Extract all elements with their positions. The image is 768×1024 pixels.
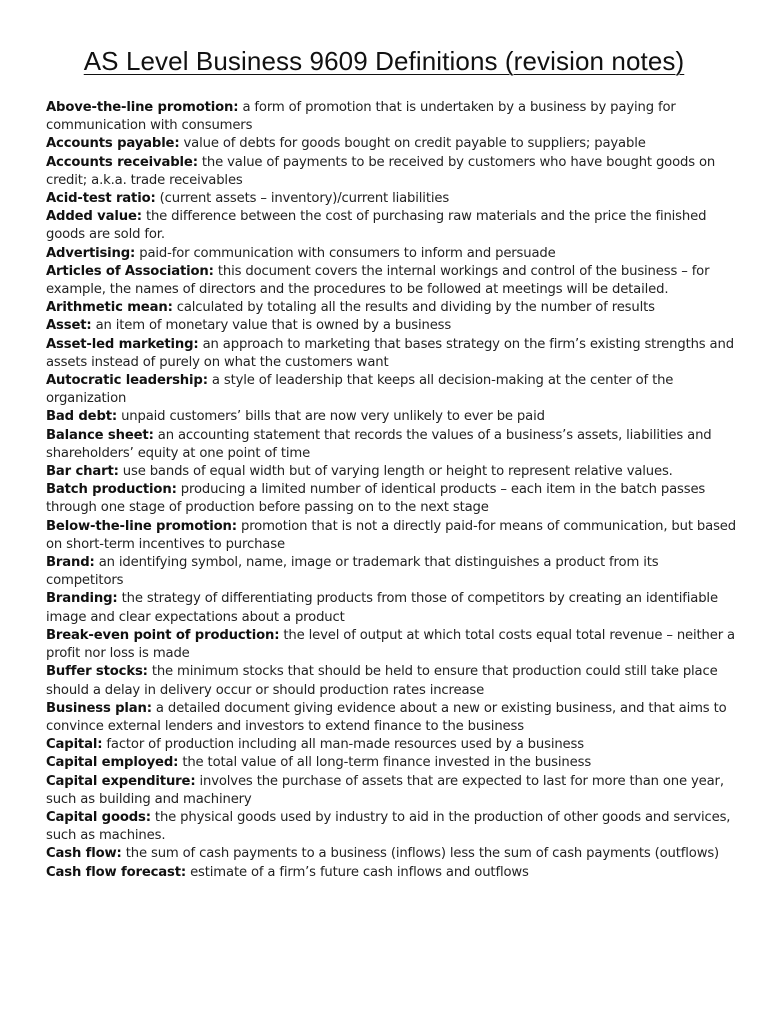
definition-text: a detailed document giving evidence about a new or existing business, and that aims to convince external lenders and investors to extend finance to the business bbox=[46, 700, 727, 734]
definition-term: Above-the-line promotion: bbox=[46, 100, 239, 115]
definition-term: Cash flow forecast: bbox=[46, 864, 187, 880]
definition-text: paid-for communication with consumers to inform and persuade bbox=[139, 245, 556, 261]
definition-text: this document covers the internal workings and control of the business – for example, the names of directors and the procedures to be followed at meetings will be detailed. bbox=[46, 263, 710, 298]
definition-entry bbox=[46, 299, 738, 317]
definition-text: the total value of all long-term finance invested in the business bbox=[182, 755, 592, 771]
definition-term: Bar chart: bbox=[46, 464, 119, 480]
definition-term: Batch production: bbox=[46, 482, 177, 498]
definition-term: Advertising: bbox=[46, 245, 136, 261]
definition-entry bbox=[46, 481, 738, 517]
definition-entry bbox=[46, 773, 738, 809]
definition-entry bbox=[46, 263, 738, 299]
definition-entry bbox=[46, 408, 738, 426]
definition-term: Capital goods: bbox=[46, 809, 151, 825]
definition-term: Autocratic leadership: bbox=[46, 373, 208, 389]
definition-entry bbox=[46, 845, 738, 863]
definition-entry bbox=[46, 190, 738, 208]
definition-term: Capital expenditure: bbox=[46, 773, 196, 789]
definition-entry bbox=[46, 427, 738, 463]
page-title: AS Level Business 9609 Definitions (revision notes) bbox=[83, 46, 685, 76]
definition-entry bbox=[46, 864, 738, 882]
definition-text: the level of output at which total costs equal total revenue – neither a profit nor loss is made bbox=[46, 627, 735, 662]
definition-text: a style of leadership that keeps all decision-making at the center of the organization bbox=[46, 373, 674, 407]
definition-entry bbox=[46, 463, 738, 481]
definition-term: Cash flow: bbox=[46, 846, 122, 862]
definition-text: factor of production including all man-made resources used by a business bbox=[106, 737, 584, 753]
definition-text: involves the purchase of assets that are expected to last for more than one year, such as building and machinery bbox=[46, 773, 724, 807]
definition-text: unpaid customers’ bills that are now very unlikely to ever be paid bbox=[121, 409, 545, 425]
definition-text: a form of promotion that is undertaken by a business by paying for communication with consumers bbox=[46, 100, 676, 134]
definition-entry bbox=[46, 99, 738, 135]
definition-entry bbox=[46, 317, 738, 335]
definition-text: an item of monetary value that is owned by a business bbox=[95, 318, 452, 334]
definition-entry bbox=[46, 590, 738, 626]
definition-entry bbox=[46, 663, 738, 699]
definition-text: the difference between the cost of purchasing raw materials and the price the finished goods are sold for. bbox=[46, 209, 707, 243]
definition-term: Accounts payable: bbox=[46, 136, 180, 152]
definition-entry bbox=[46, 554, 738, 590]
definition-entry bbox=[46, 627, 738, 663]
definition-text: the sum of cash payments to a business (inflows) less the sum of cash payments (outflows) bbox=[125, 846, 720, 862]
definitions-list bbox=[46, 99, 738, 882]
definition-text: the strategy of differentiating products from those of competitors by creating an identifiable image and clear expectations about a product bbox=[46, 591, 718, 625]
definition-text: an identifying symbol, name, image or trademark that distinguishes a product from its competitors bbox=[46, 555, 659, 589]
definition-term: Capital: bbox=[46, 737, 103, 753]
definition-term: Asset-led marketing: bbox=[46, 336, 199, 352]
definition-term: Brand: bbox=[46, 555, 95, 571]
definition-entry bbox=[46, 372, 738, 408]
definition-text: promotion that is not a directly paid-for means of communication, but based on short-term incentives to purchase bbox=[46, 518, 736, 552]
definition-term: Asset: bbox=[46, 318, 92, 334]
definition-term: Bad debt: bbox=[46, 409, 118, 425]
definition-term: Break-even point of production: bbox=[46, 627, 280, 643]
definition-entry bbox=[46, 754, 738, 772]
definition-text: an approach to marketing that bases strategy on the firm’s existing strengths and assets instead of purely on what the customers want bbox=[46, 336, 734, 370]
definition-text: the physical goods used by industry to aid in the production of other goods and services, such as machines. bbox=[46, 809, 731, 844]
definition-term: Buffer stocks: bbox=[46, 664, 148, 680]
definition-text: the value of payments to be received by customers who have bought goods on credit; a.k.a. trade receivables bbox=[46, 154, 716, 188]
definition-term: Below-the-line promotion: bbox=[46, 518, 237, 534]
definition-entry bbox=[46, 736, 738, 754]
definition-text: producing a limited number of identical products – each item in the batch passes through one stage of production before passing on to the next stage bbox=[46, 482, 706, 516]
definition-term: Added value: bbox=[46, 209, 142, 225]
definition-entry bbox=[46, 208, 738, 244]
definition-term: Business plan: bbox=[46, 700, 152, 716]
definition-term: Accounts receivable: bbox=[46, 154, 198, 170]
definition-text: the minimum stocks that should be held to ensure that production could still take place should a delay in delivery occur or should production rates increase bbox=[46, 664, 718, 698]
definition-term: Capital employed: bbox=[46, 755, 179, 771]
definition-term: Articles of Association: bbox=[46, 263, 214, 279]
definition-term: Balance sheet: bbox=[46, 427, 154, 443]
definition-term: Acid-test ratio: bbox=[46, 191, 156, 207]
definition-entry bbox=[46, 336, 738, 372]
definition-term: Arithmetic mean: bbox=[46, 300, 173, 316]
definition-text: calculated by totaling all the results and dividing by the number of results bbox=[176, 300, 655, 316]
definition-text: an accounting statement that records the values of a business’s assets, liabilities and shareholders’ equity at one point of time bbox=[46, 427, 712, 461]
definition-text: use bands of equal width but of varying length or height to represent relative values. bbox=[122, 464, 673, 480]
definition-entry bbox=[46, 809, 738, 845]
definition-text: estimate of a firm’s future cash inflows and outflows bbox=[190, 864, 529, 880]
definition-entry bbox=[46, 700, 738, 736]
definition-term: Branding: bbox=[46, 591, 118, 607]
definition-entry bbox=[46, 154, 738, 190]
definition-entry bbox=[46, 135, 738, 153]
definition-text: (current assets – inventory)/current liabilities bbox=[159, 191, 450, 207]
definition-entry bbox=[46, 245, 738, 263]
definition-text: value of debts for goods bought on credit payable to suppliers; payable bbox=[183, 136, 646, 152]
definition-entry bbox=[46, 518, 738, 554]
